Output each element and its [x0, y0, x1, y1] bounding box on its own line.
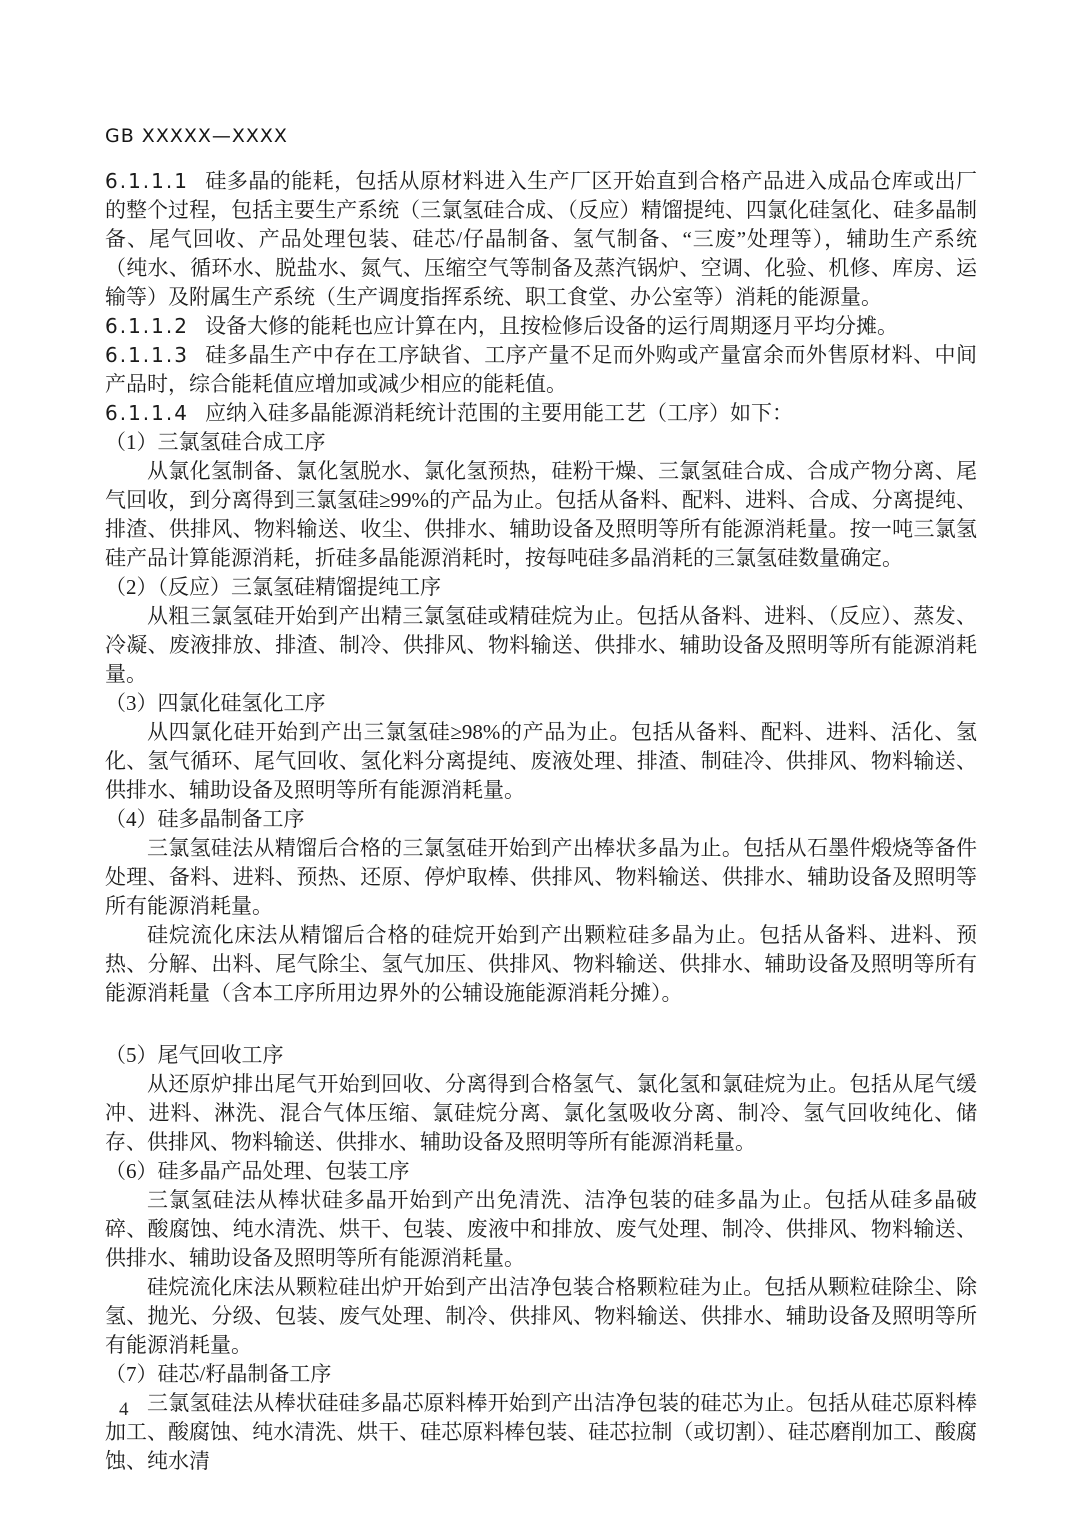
clause-number: 6.1.1.2: [105, 314, 189, 338]
clause-6-1-1-3: [105, 341, 977, 399]
list-item-2-heading: （2）（反应）三氯氢硅精馏提纯工序: [105, 575, 441, 599]
clause-number: 6.1.1.4: [105, 401, 189, 425]
clause-6-1-1-1: [105, 167, 977, 312]
clause-text: 硅多晶的能耗，包括从原材料进入生产厂区开始直到合格产品进入成品仓库或出厂的整个过程，包括主要生产系统（三氯氢硅合成、（反应）精馏提纯、四氯化硅氢化、硅多晶制备、尾气回收、产品处理包装、硅芯/仔晶制备、氢气制备、“三废”处理等），辅助生产系统（纯水、循环水、脱盐水、氮气、压缩空气等制备及蒸汽锅炉、空调、化验、机修、库房、运输等）及附属生产系统（生产调度指挥系统、职工食堂、办公室等）消耗的能源量。: [105, 169, 977, 309]
list-item-4-heading: （4）硅多晶制备工序: [105, 807, 305, 831]
document-body: [105, 167, 977, 1476]
clause-text: 硅多晶生产中存在工序缺省、工序产量不足而外购或产量富余而外售原材料、中间产品时，综合能耗值应增加或减少相应的能耗值。: [105, 343, 977, 396]
list-item-3-heading: （3）四氯化硅氢化工序: [105, 691, 326, 715]
list-item-7-body: 三氯氢硅法从棒状硅硅多晶芯原料棒开始到产出洁净包装的硅芯为止。包括从硅芯原料棒加工、酸腐蚀、纯水清洗、烘干、硅芯原料棒包装、硅芯拉制（或切割）、硅芯磨削加工、酸腐蚀、纯水清: [105, 1391, 977, 1473]
list-item-7-heading: （7）硅芯/籽晶制备工序: [105, 1362, 332, 1386]
list-item-6-body-trichlorosilane: 三氯氢硅法从棒状硅多晶开始到产出免清洗、洁净包装的硅多晶为止。包括从硅多晶破碎、酸腐蚀、纯水清洗、烘干、包装、废液中和排放、废气处理、制冷、供排风、物料输送、供排水、辅助设备及照明等所有能源消耗量。: [105, 1188, 977, 1270]
list-item-1-heading: （1）三氯氢硅合成工序: [105, 430, 326, 454]
list-item-5-heading: （5）尾气回收工序: [105, 1043, 284, 1067]
page-number: 4: [119, 1399, 129, 1420]
clause-6-1-1-2: [105, 312, 977, 341]
clause-text: 设备大修的能耗也应计算在内，且按检修后设备的运行周期逐月平均分摊。: [204, 314, 898, 338]
list-item-6-body-silane-fbr: 硅烷流化床法从颗粒硅出炉开始到产出洁净包装合格颗粒硅为止。包括从颗粒硅除尘、除氢、抛光、分级、包装、废气处理、制冷、供排风、物料输送、供排水、辅助设备及照明等所有能源消耗量。: [105, 1275, 977, 1357]
clause-number: 6.1.1.3: [105, 343, 189, 367]
clause-6-1-1-4: [105, 399, 977, 428]
clause-number: 6.1.1.1: [105, 169, 189, 193]
list-item-1-body: 从氯化氢制备、氯化氢脱水、氯化氢预热，硅粉干燥、三氯氢硅合成、合成产物分离、尾气回收，到分离得到三氯氢硅≥99%的产品为止。包括从备料、配料、进料、合成、分离提纯、排渣、供排风、物料输送、收尘、供排水、辅助设备及照明等所有能源消耗量。按一吨三氯氢硅产品计算能源消耗，折硅多晶能源消耗时，按每吨硅多晶消耗的三氯氢硅数量确定。: [105, 459, 977, 570]
list-item-3-body: 从四氯化硅开始到产出三氯氢硅≥98%的产品为止。包括从备料、配料、进料、活化、氢化、氢气循环、尾气回收、氢化料分离提纯、废液处理、排渣、制硅冷、供排风、物料输送、供排水、辅助设备及照明等所有能源消耗量。: [105, 720, 977, 802]
document-header: GB XXXXX—XXXX: [105, 125, 288, 147]
list-item-6-heading: （6）硅多晶产品处理、包装工序: [105, 1159, 410, 1183]
list-item-4-body-trichlorosilane: 三氯氢硅法从精馏后合格的三氯氢硅开始到产出棒状多晶为止。包括从石墨件煅烧等备件处理、备料、进料、预热、还原、停炉取棒、供排风、物料输送、供排水、辅助设备及照明等所有能源消耗量。: [105, 836, 977, 918]
list-item-5-body: 从还原炉排出尾气开始到回收、分离得到合格氢气、氯化氢和氯硅烷为止。包括从尾气缓冲、进料、淋洗、混合气体压缩、氯硅烷分离、氯化氢吸收分离、制冷、氢气回收纯化、储存、供排风、物料输送、供排水、辅助设备及照明等所有能源消耗量。: [105, 1072, 977, 1154]
list-item-4-body-silane-fbr: 硅烷流化床法从精馏后合格的硅烷开始到产出颗粒硅多晶为止。包括从备料、进料、预热、分解、出料、尾气除尘、氢气加压、供排风、物料输送、供排水、辅助设备及照明等所有能源消耗量（含本工序所用边界外的公辅设施能源消耗分摊）。: [105, 923, 977, 1005]
clause-text: 应纳入硅多晶能源消耗统计范围的主要用能工艺（工序）如下：: [204, 401, 793, 425]
list-item-2-body: 从粗三氯氢硅开始到产出精三氯氢硅或精硅烷为止。包括从备料、进料、（反应）、蒸发、冷凝、废液排放、排渣、制冷、供排风、物料输送、供排水、辅助设备及照明等所有能源消耗量。: [105, 604, 977, 686]
